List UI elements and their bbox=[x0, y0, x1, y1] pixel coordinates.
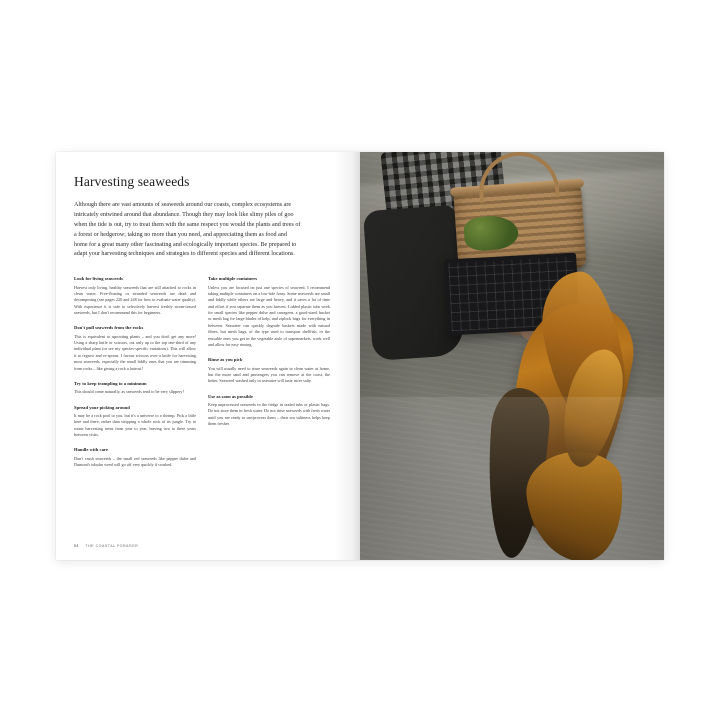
section-heading: Try to keep trampling to a minimum bbox=[74, 380, 147, 386]
right-photo-page bbox=[360, 152, 664, 560]
standfirst-paragraph: Although there are vast amounts of seaweeds around our coasts, complex ecosystems are intricately entwined around that abundance. Though they may look like slimy piles of goo when the tide is out, try to treat them with the same respect you would the plants and trees of a forest or hedgerow; taking no more than you need, and appreciating them as food and home for a great many other fascinating and ecologically important species. Be prepared to adapt your harvesting techniques and strategies to different species and different locations. bbox=[74, 202, 301, 258]
section-heading: Spread your picking around bbox=[74, 404, 130, 410]
section-dont-pull-seaweeds bbox=[74, 325, 196, 371]
section-spread-your-picking bbox=[74, 405, 196, 439]
forager-holding-kelp-frond-photo bbox=[360, 152, 664, 560]
body-column-left bbox=[74, 276, 196, 477]
section-take-multiple-containers bbox=[208, 276, 330, 348]
spine-gutter-shadow bbox=[334, 152, 360, 560]
book-spread bbox=[56, 152, 664, 560]
section-handle-with-care bbox=[74, 447, 196, 468]
section-rinse-as-you-pick bbox=[208, 357, 330, 384]
body-column-right bbox=[208, 276, 330, 477]
section-heading: Use as soon as possible bbox=[208, 393, 253, 399]
section-heading: Don't pull seaweeds from the rocks bbox=[74, 325, 144, 331]
section-look-for-living-seaweeds bbox=[74, 276, 196, 316]
folio bbox=[74, 543, 138, 548]
body-columns bbox=[74, 276, 330, 477]
page-title: Harvesting seaweeds bbox=[74, 174, 190, 189]
left-text-page bbox=[56, 152, 360, 560]
section-heading: Handle with care bbox=[74, 447, 108, 453]
page-number: 64 bbox=[74, 543, 79, 548]
section-use-as-soon-as-possible bbox=[208, 394, 330, 428]
section-body: This is equivalent to uprooting plants – and you don't get any more! Using a sharp knife or scissors, cut only up to the top one-third of any individual plant (or see my species-specific variations). This will allow it to regrow and re-sprout. I favour scissors over a knife for harvesting most seaweeds, especially the small fiddly ones that you are trimming from rocks – like giving a rock a haircut! bbox=[74, 333, 196, 371]
section-body: This should come naturally, as seaweeds tend to be very slippery! bbox=[74, 389, 184, 395]
section-body: You will usually need to rinse seaweeds again in clean water at home, but the more sand and passengers you can remove at the coast, the better. Seaweed washed only in seawater will taste nicer salty. bbox=[208, 365, 330, 384]
section-heading: Take multiple containers bbox=[208, 276, 258, 282]
section-heading: Look for living seaweeds bbox=[74, 276, 123, 282]
section-body: Keep unprocessed seaweeds in the fridge in sealed tubs or plastic bags. Do not store them in fresh water. Do not rinse seaweeds with fresh water until you are ready to use/process them – their sea saltiness helps keep them fresher. bbox=[208, 401, 330, 427]
section-heading: Rinse as you pick bbox=[208, 357, 243, 363]
section-body: It may be a rock pool to you, but it's a universe to a shrimp. Pick a little here and there, rather than stripping a whole rock of its jungle. Try to rotate harvesting areas from year to year, leaving two to three years between visits. bbox=[74, 412, 196, 437]
section-body: Don't crush seaweeds – the small red seaweeds like pepper dulse and Dumont's tubular weed will go off very quickly if crushed. bbox=[74, 455, 196, 467]
running-head: THE COASTAL FORAGER bbox=[85, 544, 139, 548]
section-body: Unless you are focused on just one species of seaweed, I recommend taking multiple containers on a low-tide foray. Some seaweeds are small and fiddly while others are large and heavy, and it saves a lot of time and effort if you separate them as you harvest. Lidded plastic tubs work for small species like pepper dulse and carrageen, a good-sized bucket or mesh bag for large blades of kelp, and ziplock bags for everything in between. Seawater can quickly degrade baskets made with natural fibres, but mesh bags, of the type used to transport shellfish, or the reusable ones you get in the vegetable aisle of supermarkets, work well and allow for easy rinsing. bbox=[208, 284, 330, 347]
section-body: Harvest only living, healthy seaweeds that are still attached to rocks in clean water. Free-floating or stranded seaweeds are dead and decomposing (see pages 220 and 248 for how to evaluate water quality). With experience it is safe to selectively harvest freshly storm-tossed seaweeds, but I don't recommend this for beginners. bbox=[74, 284, 196, 316]
left-page-content bbox=[74, 174, 334, 548]
section-keep-trampling-minimum bbox=[74, 381, 196, 396]
